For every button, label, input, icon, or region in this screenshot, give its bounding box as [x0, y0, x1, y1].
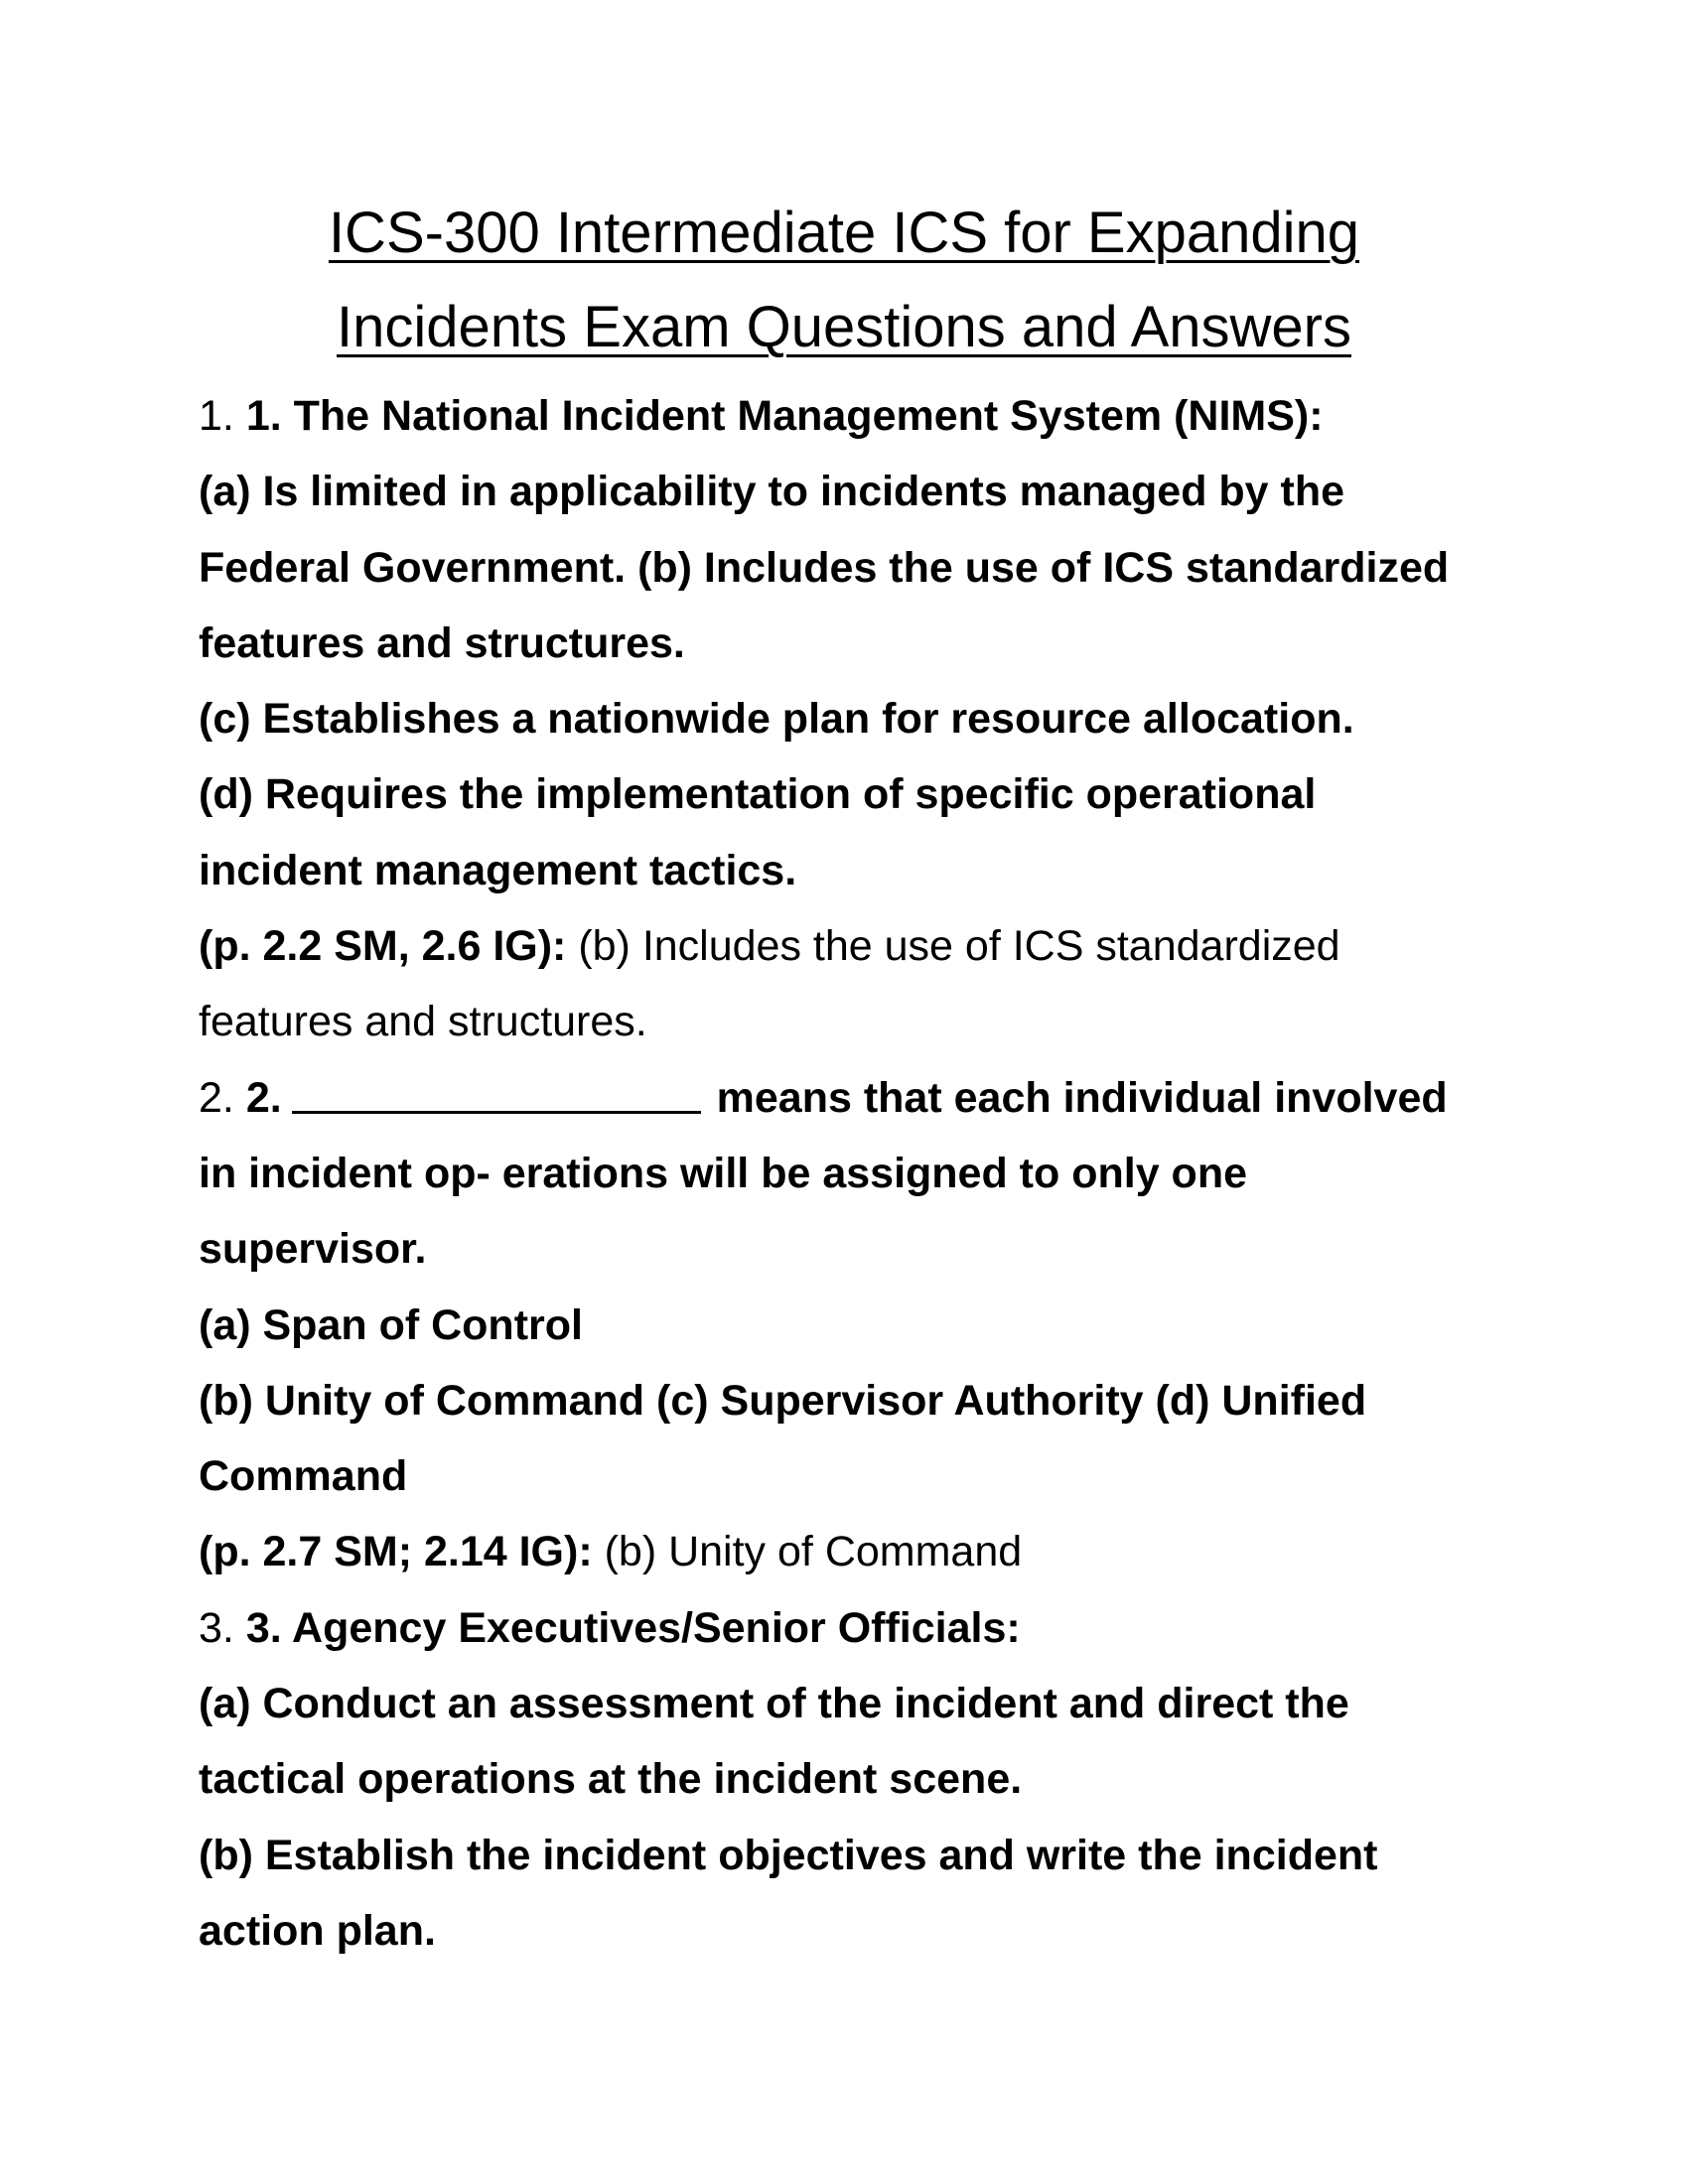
question-1-option-text: incident management tactics. — [199, 846, 797, 894]
answer-text: (b) Unity of Command — [604, 1528, 1023, 1576]
question-2-option-a: (a) Span of Control — [199, 1300, 583, 1349]
question-1-option-a: (a) Is limited in applicability to incidents managed by the — [199, 468, 1345, 516]
question-2-option-text: Command — [199, 1452, 408, 1501]
question-lead: 2. — [245, 1073, 282, 1122]
question-3-option-text: tactical operations at the incident scene. — [199, 1755, 1023, 1804]
question-text: 3. Agency Executives/Senior Officials: — [245, 1603, 1021, 1652]
question-text: 1. The National Incident Management System (NIMS): — [245, 392, 1324, 440]
answer-reference: (p. 2.2 SM, 2.6 IG): — [199, 922, 567, 971]
question-1-stem — [199, 378, 1509, 454]
question-3-option-b: (b) Establish the incident objectives and write the incident — [199, 1831, 1378, 1879]
question-3-stem — [199, 1590, 1509, 1666]
question-3-option-a: (a) Conduct an assessment of the incident and direct the — [199, 1680, 1349, 1728]
answer-text: (b) Includes the use of ICS standardized — [578, 922, 1340, 971]
question-text: means that each individual involved — [716, 1073, 1448, 1122]
question-1-option-c: (c) Establishes a nationwide plan for resource allocation. — [199, 695, 1354, 744]
question-1-option-text: Federal Government. (b) Includes the use of ICS standardized — [199, 543, 1450, 592]
question-2-answer — [199, 1514, 1509, 1589]
question-1-option-text: features and structures. — [199, 618, 685, 667]
answer-reference: (p. 2.7 SM; 2.14 IG): — [199, 1528, 593, 1576]
question-list — [199, 378, 1509, 1969]
question-number: 1. — [199, 392, 234, 440]
question-number: 3. — [199, 1603, 234, 1652]
question-number: 2. — [199, 1073, 234, 1122]
question-2-text: supervisor. — [199, 1225, 427, 1274]
question-1-answer — [199, 908, 1509, 984]
fill-in-blank — [292, 1111, 701, 1114]
question-2-text: in incident op- erations will be assigned to only one — [199, 1149, 1247, 1197]
document-title-line-1: ICS-300 Intermediate ICS for Expanding — [328, 201, 1360, 265]
question-1-option-d: (d) Requires the implementation of specific operational — [199, 770, 1317, 819]
question-2-option-b: (b) Unity of Command (c) Supervisor Authority (d) Unified — [199, 1376, 1367, 1425]
question-1-answer-continued: features and structures. — [199, 998, 647, 1046]
document-title-line-2: Incidents Exam Questions and Answers — [337, 295, 1351, 359]
question-3-option-text: action plan. — [199, 1906, 436, 1955]
question-2-stem — [199, 1060, 1509, 1136]
